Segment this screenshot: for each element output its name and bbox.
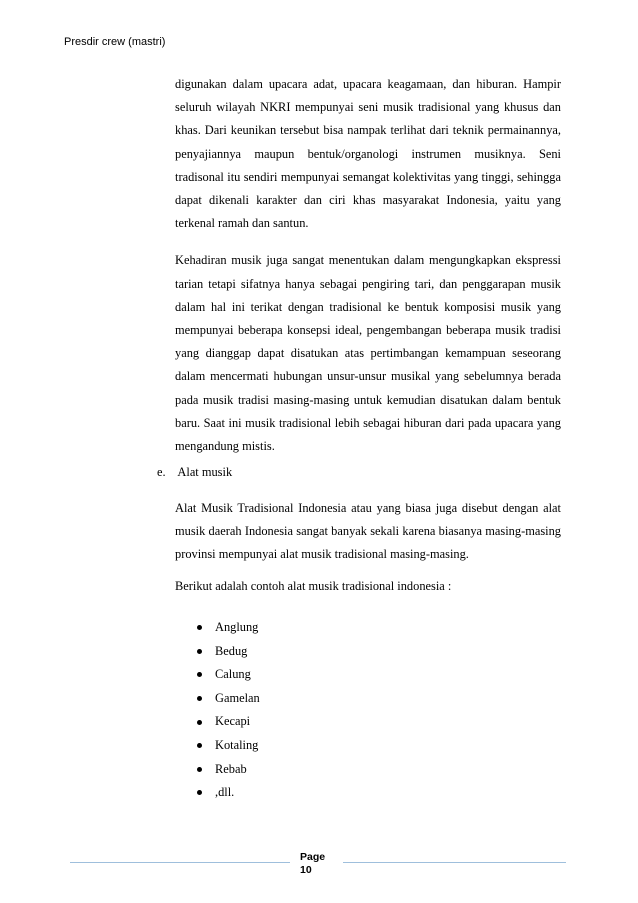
bullet-icon [197,720,202,725]
list-item-label: ,dll. [215,785,235,800]
list-intro: Berikut adalah contoh alat musik tradisional indonesia : [175,579,452,593]
page-number-value: 10 [300,864,312,876]
list-item-label: Bedug [215,643,248,658]
list-item-label: Calung [215,667,251,682]
paragraph: Kehadiran musik juga sangat menentukan dalam mengungkapkan ekspressi tarian tetapi sifatnya hanya sebagai pengiring tari, dan penggarapan musik dalam hal ini terikat dengan tradisional ke bentuk komposisi musik yang mempunyai beberapa konsepsi ideal, pengembangan beberapa musik tradisi yang dianggap dapat disatukan atas pertimbangan kemampuan seseorang dalam mencermati hubungan unsur-unsur musikal yang sebelumnya berada pada musik tradisi masing-masing untuk kemudian disatukan dalam bentuk baru. Saat ini musik tradisional lebih sebagai hiburan dari pada upacara yang mengandung mistis. [175,253,561,454]
list-item [197,710,260,734]
page-header: Presdir crew (mastri) [64,36,166,48]
list-item-label: Rebab [215,761,247,776]
footer-divider [343,862,566,863]
paragraph: digunakan dalam upacara adat, upacara keagamaan, dan hiburan. Hampir seluruh wilayah NKRI mempunyai seni musik tradisional yang khusus dan khas. Dari keunikan tersebut bisa nampak terlihat dari teknik permainannya, penyajiannya maupun bentuk/organologi instrumen musiknya. Seni tradisonal itu sendiri mempunyai semangat kolektivitas yang tinggi, sehingga dapat dikenali karakter dan ciri khas masyarakat Indonesia, yaitu yang terkenal ramah dan santun. [175,77,561,231]
bullet-icon [197,767,202,772]
paragraph: Alat Musik Tradisional Indonesia atau yang biasa juga disebut dengan alat musik daerah Indonesia sangat banyak sekali karena biasanya masing-masing provinsi mempunyai alat musik tradisional masing-masing. [175,501,561,562]
bullet-icon [197,696,202,701]
bullet-icon [197,790,202,795]
footer-divider [70,862,290,863]
section-letter: e. [157,465,166,479]
page-label: Page [300,851,326,863]
bullet-icon [197,625,202,630]
list-item [197,616,260,640]
page-number [300,851,325,877]
list-item [197,663,260,687]
list-item [197,687,260,711]
bullet-icon [197,672,202,677]
bullet-icon [197,649,202,654]
list-item-label: Gamelan [215,690,260,705]
bullet-icon [197,743,202,748]
list-item [197,758,260,782]
instrument-list [197,616,260,805]
list-item-label: Kecapi [215,714,251,729]
section-heading [157,465,232,480]
list-item-label: Anglung [215,620,259,634]
section-title: Alat musik [177,465,233,479]
list-item [197,734,260,758]
list-item [197,781,260,805]
list-item-label: Kotaling [215,737,259,752]
section-body [175,497,561,567]
body-text [175,73,561,458]
list-item [197,640,260,664]
